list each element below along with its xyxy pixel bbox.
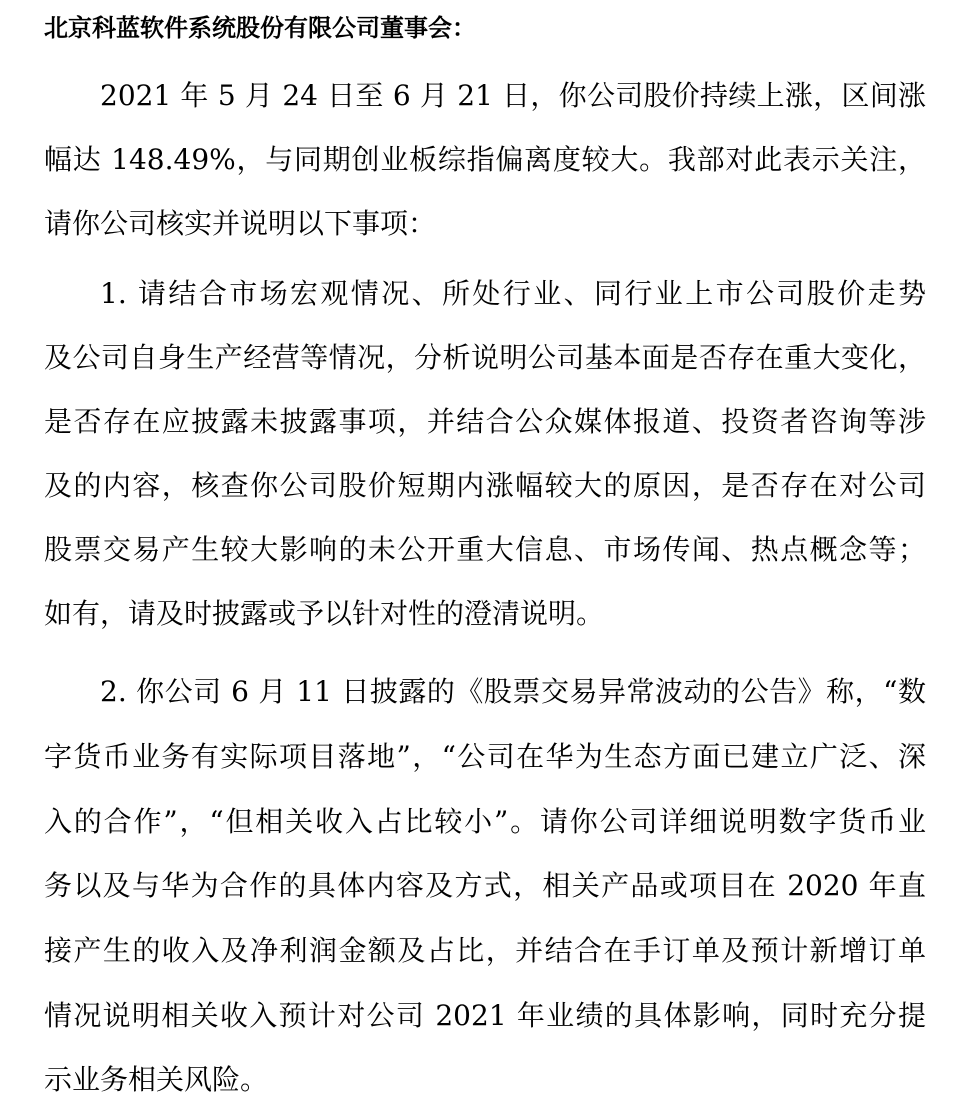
paragraph-line: 股票交易产生较大影响的未公开重大信息、市场传闻、热点概念等； [44,533,926,566]
paragraph-line: 如有，请及时披露或予以针对性的澄清说明。 [44,597,605,630]
paragraph-line: 幅达 148.49%，与同期创业板综指偏离度较大。我部对此表示关注， [44,143,926,176]
paragraph-line: 1. 请结合市场宏观情况、所处行业、同行业上市公司股价走势 [100,277,926,310]
paragraph-line: 及公司自身生产经营等情况，分析说明公司基本面是否存在重大变化， [44,341,926,374]
paragraph-line: 及的内容，核查你公司股价短期内涨幅较大的原因，是否存在对公司 [44,469,926,502]
paragraph-line: 入的合作”，“但相关收入占比较小”。请你公司详细说明数字货币业 [44,805,926,838]
salutation-heading: 北京科蓝软件系统股份有限公司董事会： [44,14,476,42]
paragraph-line: 字货币业务有实际项目落地”，“公司在华为生态方面已建立广泛、深 [44,740,926,773]
paragraph-line: 务以及与华为合作的具体内容及方式，相关产品或项目在 2020 年直 [44,869,926,902]
paragraph-line: 2021 年 5 月 24 日至 6 月 21 日，你公司股价持续上涨，区间涨 [100,79,926,112]
paragraph-line: 示业务相关风险。 [44,1063,269,1096]
paragraph-line: 是否存在应披露未披露事项，并结合公众媒体报道、投资者咨询等涉 [44,405,926,438]
paragraph-line: 接产生的收入及净利润金额及占比，并结合在手订单及预计新增订单 [44,934,926,967]
paragraph-line: 请你公司核实并说明以下事项： [44,207,437,240]
paragraph-line: 2. 你公司 6 月 11 日披露的《股票交易异常波动的公告》称，“数 [100,675,926,708]
paragraph-line: 情况说明相关收入预计对公司 2021 年业绩的具体影响，同时充分提 [44,999,926,1032]
